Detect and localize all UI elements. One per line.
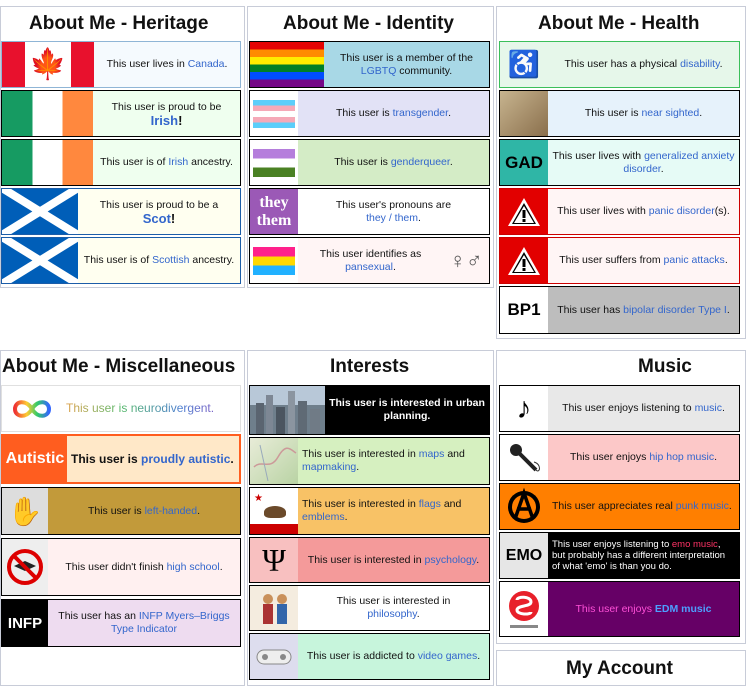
userbox-infp: INFP This user has an INFP Myers–Briggs Type Indicator [1,599,241,647]
userbox-left-handed: ✋ This user is left-handed. [1,487,241,535]
link-flags[interactable]: flags [418,498,441,510]
they-them-icon: they them [250,189,298,234]
emo-icon: EMO [500,533,548,578]
ireland-flag-icon [2,91,93,136]
userbox-pansexual: This user identifies as pansexual. ♀♂ [249,237,490,284]
link-video-games[interactable]: video games [417,650,478,662]
link-left-handed[interactable]: left-handed [144,504,198,517]
link-panic-disorder[interactable]: panic disorder [648,205,715,217]
interests-title: Interests [330,356,410,377]
link-psychology[interactable]: psychology [424,553,477,566]
link-emblems[interactable]: emblems [302,511,345,523]
map-icon [250,438,298,484]
userbox-lgbtq: This user is a member of the LGBTQ community. [249,41,490,88]
music-title: Music [638,356,692,377]
link-lgbtq[interactable]: LGBTQ [360,64,397,77]
pansexual-flag-icon [250,238,298,283]
city-skyline-icon [250,386,325,434]
scotland-flag-icon [2,238,78,283]
infinity-icon [2,386,62,431]
userbox-philosophy: This user is interested in philosophy. [249,585,490,631]
trans-flag-icon [250,91,298,136]
userbox-emo: EMO This user enjoys listening to emo music, but probably has a different interpretation of what 'emo' is than you do. [499,532,740,579]
canada-flag-icon: 🍁 [2,42,94,87]
link-gad[interactable]: generalized anxiety disorder [623,149,735,175]
philosophers-icon [250,586,298,630]
health-title: About Me - Health [538,13,700,34]
link-transgender[interactable]: transgender [392,107,449,119]
rainbow-flag-icon [250,42,324,87]
identity-title: About Me - Identity [283,13,454,34]
link-pronouns[interactable]: they / them [366,211,419,224]
bp1-icon: BP1 [500,287,548,333]
blurry-hand-icon [500,91,548,136]
link-irish-ancestry[interactable]: Irish [168,156,189,168]
link-emo[interactable]: emo music [671,539,718,550]
link-genderqueer[interactable]: genderqueer [390,156,450,168]
userbox-gad: GAD This user lives with generalized anxiety disorder. [499,139,740,186]
userbox-punk: This user appreciates real punk music. [499,483,740,530]
link-disability[interactable]: disability [680,58,720,70]
userbox-scottish-ancestry: This user is of Scottish ancestry. [1,237,241,284]
userbox-pronouns: they them This user's pronouns are they / them. [249,188,490,235]
link-panic-attacks[interactable]: panic attacks [663,254,725,266]
music-note-icon: ♪ [500,386,548,431]
autistic-icon: Autistic [3,436,67,482]
userbox-flags: ★ This user is interested in flags and emblems. [249,487,490,535]
userbox-autistic: Autistic This user is proudly autistic. [1,434,241,484]
spinnin-records-icon [500,582,548,636]
link-edm[interactable]: EDM music [654,602,712,615]
userbox-music: ♪ This user enjoys listening to music. [499,385,740,432]
userbox-edm: This user enjoys EDM music [499,581,740,637]
userbox-scot-proud: This user is proud to be a Scot! [1,188,241,235]
userbox-bipolar: BP1 This user has bipolar disorder Type I. [499,286,740,334]
link-hip-hop[interactable]: hip hop music [649,451,715,463]
userbox-canada: 🍁 This user lives in Canada. [1,41,241,88]
link-autistic[interactable]: proudly autistic [141,451,231,466]
userbox-maps: This user is interested in maps and mapmaking. [249,437,490,485]
userbox-video-games: This user is addicted to video games. [249,633,490,680]
userbox-panic-attacks: This user suffers from panic attacks. [499,237,740,284]
gender-symbols-icon: ♀♂ [449,247,483,273]
link-philosophy[interactable]: philosophy [367,608,417,620]
link-pansexual[interactable]: pansexual [345,260,393,273]
userbox-genderqueer: This user is genderqueer. [249,139,490,186]
userbox-irish-ancestry: This user is of Irish ancestry. [1,139,241,186]
left-hand-icon: ✋ [2,488,48,534]
game-controller-icon [250,634,298,679]
anarchy-icon [500,484,548,529]
ireland-flag-icon [2,140,93,185]
infp-icon: INFP [2,600,48,646]
userbox-irish-proud: This user is proud to be Irish! [1,90,241,137]
link-scot[interactable]: Scot [142,210,171,226]
no-graduation-cap-icon [2,539,48,595]
heritage-title: About Me - Heritage [29,13,209,34]
wheelchair-icon: ♿ [507,49,541,79]
userbox-disability: ♿ This user has a physical disability. [499,41,740,88]
scotland-flag-icon [2,189,78,234]
link-irish[interactable]: Irish [150,112,179,128]
link-maps[interactable]: maps [418,448,445,460]
warning-icon [500,238,548,283]
userbox-near-sighted: This user is near sighted. [499,90,740,137]
link-punk[interactable]: punk music [675,500,729,512]
link-infp[interactable]: INFP Myers–Briggs Type Indicator [111,610,230,635]
link-high-school[interactable]: high school [166,560,220,573]
userbox-hip-hop: This user enjoys hip hop music. [499,434,740,481]
link-mapmaking[interactable]: mapmaking [302,461,357,473]
gad-icon: GAD [500,140,548,185]
link-scottish[interactable]: Scottish [152,254,190,266]
userbox-psychology: Ψ This user is interested in psychology. [249,537,490,583]
link-near-sighted[interactable]: near sighted [641,107,700,119]
genderqueer-flag-icon [250,140,298,185]
misc-title: About Me - Miscellaneous [2,356,236,377]
california-flag-icon: ★ [250,488,298,534]
account-title: My Account [566,658,673,679]
userbox-panic-disorder: This user lives with panic disorder(s). [499,188,740,235]
userbox-high-school: This user didn't finish high school. [1,538,241,596]
link-neurodivergent[interactable]: neurodivergent [130,401,211,415]
warning-icon [500,189,548,234]
link-canada[interactable]: Canada [187,58,225,70]
userbox-neurodivergent: This user is neurodivergent. [1,385,241,432]
userbox-urban-planning: This user is interested in urban planning. [249,385,490,435]
link-music[interactable]: music [694,402,722,414]
psi-icon: Ψ [250,538,298,582]
microphone-icon [500,435,548,480]
userbox-transgender: This user is transgender. [249,90,490,137]
link-bipolar[interactable]: bipolar disorder Type I [623,303,727,316]
